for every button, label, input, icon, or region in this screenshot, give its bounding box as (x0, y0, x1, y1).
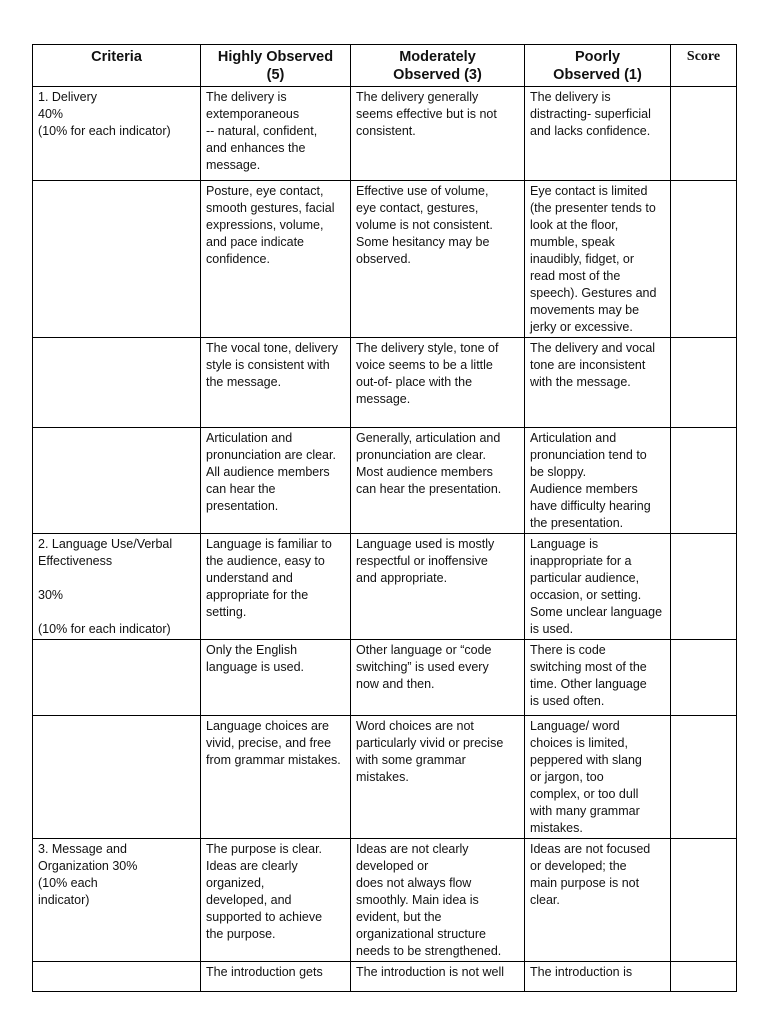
header-moderately-observed: Moderately Observed (3) (351, 45, 525, 87)
moderately-observed-cell: The delivery generally seems effective but is not consistent. (351, 87, 525, 181)
criteria-cell: 3. Message and Organization 30% (10% each indicator) (33, 839, 201, 962)
poorly-observed-cell: Ideas are not focused or developed; the main purpose is not clear. (525, 839, 671, 962)
moderately-observed-cell: Other language or “code switching” is used every now and then. (351, 640, 525, 716)
moderately-observed-cell: Language used is mostly respectful or inoffensive and appropriate. (351, 534, 525, 640)
highly-observed-cell: The introduction gets (201, 962, 351, 992)
poorly-observed-cell: Language is inappropriate for a particular audience, occasion, or setting. Some unclear language is used. (525, 534, 671, 640)
table-row (33, 534, 737, 640)
poorly-observed-cell: Eye contact is limited (the presenter tends to look at the floor, mumble, speak inaudibly, fidget, or read most of the speech). Gestures and movements may be jerky or excessive. (525, 181, 671, 338)
criteria-cell: 1. Delivery 40% (10% for each indicator) (33, 87, 201, 181)
header-row (33, 45, 737, 87)
score-cell[interactable] (671, 534, 737, 640)
header-poorly-observed: Poorly Observed (1) (525, 45, 671, 87)
moderately-observed-cell: The delivery style, tone of voice seems to be a little out-of- place with the message. (351, 338, 525, 428)
criteria-cell (33, 962, 201, 992)
highly-observed-cell: The vocal tone, delivery style is consistent with the message. (201, 338, 351, 428)
highly-observed-cell: Articulation and pronunciation are clear. All audience members can hear the presentation. (201, 428, 351, 534)
table-row (33, 640, 737, 716)
score-cell[interactable] (671, 428, 737, 534)
highly-observed-cell: Only the English language is used. (201, 640, 351, 716)
highly-observed-cell: The delivery is extemporaneous -- natural, confident, and enhances the message. (201, 87, 351, 181)
score-cell[interactable] (671, 839, 737, 962)
poorly-observed-cell: Language/ word choices is limited, peppered with slang or jargon, too complex, or too dull with many grammar mistakes. (525, 716, 671, 839)
table-row (33, 338, 737, 428)
highly-observed-cell: Language choices are vivid, precise, and free from grammar mistakes. (201, 716, 351, 839)
table-row (33, 87, 737, 181)
moderately-observed-cell: Effective use of volume, eye contact, gestures, volume is not consistent. Some hesitancy may be observed. (351, 181, 525, 338)
table-row (33, 839, 737, 962)
highly-observed-cell: Language is familiar to the audience, easy to understand and appropriate for the setting. (201, 534, 351, 640)
criteria-cell (33, 716, 201, 839)
score-cell[interactable] (671, 87, 737, 181)
criteria-cell (33, 338, 201, 428)
header-score: Score (671, 45, 737, 87)
table-row (33, 181, 737, 338)
table-row (33, 428, 737, 534)
poorly-observed-cell: The delivery and vocal tone are inconsistent with the message. (525, 338, 671, 428)
criteria-cell (33, 428, 201, 534)
score-cell[interactable] (671, 338, 737, 428)
poorly-observed-cell: The delivery is distracting- superficial and lacks confidence. (525, 87, 671, 181)
header-criteria: Criteria (33, 45, 201, 87)
score-cell[interactable] (671, 716, 737, 839)
poorly-observed-cell: There is code switching most of the time. Other language is used often. (525, 640, 671, 716)
poorly-observed-cell: Articulation and pronunciation tend to be sloppy. Audience members have difficulty hearing the presentation. (525, 428, 671, 534)
score-cell[interactable] (671, 640, 737, 716)
moderately-observed-cell: Generally, articulation and pronunciation are clear. Most audience members can hear the presentation. (351, 428, 525, 534)
table-row (33, 716, 737, 839)
moderately-observed-cell: The introduction is not well (351, 962, 525, 992)
header-highly-observed: Highly Observed (5) (201, 45, 351, 87)
criteria-cell (33, 640, 201, 716)
score-cell[interactable] (671, 181, 737, 338)
rubric-table (32, 44, 737, 992)
moderately-observed-cell: Word choices are not particularly vivid or precise with some grammar mistakes. (351, 716, 525, 839)
highly-observed-cell: Posture, eye contact, smooth gestures, facial expressions, volume, and pace indicate confidence. (201, 181, 351, 338)
poorly-observed-cell: The introduction is (525, 962, 671, 992)
table-row (33, 962, 737, 992)
criteria-cell (33, 181, 201, 338)
score-cell[interactable] (671, 962, 737, 992)
moderately-observed-cell: Ideas are not clearly developed or does not always flow smoothly. Main idea is evident, but the organizational structure needs to be strengthened. (351, 839, 525, 962)
highly-observed-cell: The purpose is clear. Ideas are clearly organized, developed, and supported to achieve the purpose. (201, 839, 351, 962)
criteria-cell: 2. Language Use/Verbal Effectiveness 30% (10% for each indicator) (33, 534, 201, 640)
